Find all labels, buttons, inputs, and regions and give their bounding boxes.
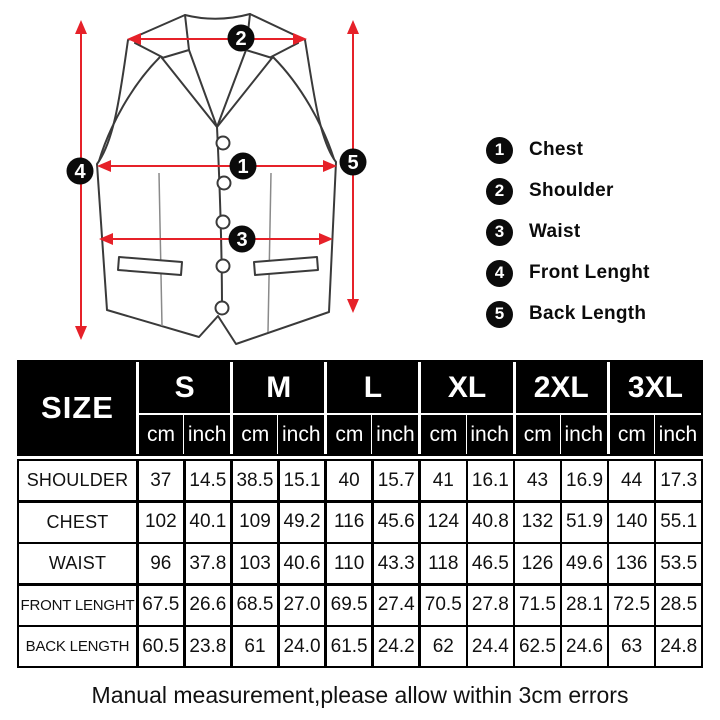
unit-inch-3xl: inch bbox=[654, 413, 701, 454]
svg-text:4: 4 bbox=[74, 161, 86, 183]
table-cell: 72.5 bbox=[609, 586, 654, 625]
table-cell: 46.5 bbox=[468, 544, 513, 583]
legend-item-chest bbox=[486, 136, 650, 164]
size-col-s: S bbox=[136, 362, 230, 413]
legend-label-waist: Waist bbox=[529, 221, 581, 242]
vest-outline bbox=[97, 14, 336, 344]
size-table bbox=[17, 360, 703, 668]
table-cell: 118 bbox=[421, 544, 466, 583]
table-cell: 61.5 bbox=[327, 627, 372, 666]
table-cell: 28.5 bbox=[656, 586, 701, 625]
table-cell: 24.4 bbox=[468, 627, 513, 666]
table-cell: 62 bbox=[421, 627, 466, 666]
table-cell: 27.4 bbox=[374, 586, 419, 625]
size-corner-cell: SIZE bbox=[41, 390, 114, 425]
table-cell: 70.5 bbox=[421, 586, 466, 625]
size-col-3xl: 3XL bbox=[607, 362, 701, 413]
svg-text:1: 1 bbox=[237, 156, 249, 178]
table-cell: 27.0 bbox=[280, 586, 325, 625]
legend-label-shoulder: Shoulder bbox=[529, 180, 614, 201]
table-cell: 55.1 bbox=[656, 503, 701, 542]
row-label-chest: CHEST bbox=[19, 503, 136, 542]
size-col-xl: XL bbox=[418, 362, 512, 413]
measurement-note: Manual measurement,please allow within 3cm errors bbox=[91, 682, 629, 708]
legend-label-front-length: Front Lenght bbox=[529, 262, 650, 283]
row-label-back-length: BACK LENGTH bbox=[19, 627, 136, 666]
svg-text:3: 3 bbox=[236, 229, 248, 251]
badge-back-length bbox=[340, 149, 367, 176]
table-cell: 26.6 bbox=[186, 586, 231, 625]
unit-inch-s: inch bbox=[183, 413, 230, 454]
table-cell: 53.5 bbox=[656, 544, 701, 583]
vest-diagram bbox=[48, 0, 384, 358]
table-cell: 40.1 bbox=[186, 503, 231, 542]
unit-cm-s: cm bbox=[136, 413, 183, 454]
table-cell: 41 bbox=[421, 461, 466, 500]
table-cell: 38.5 bbox=[233, 461, 278, 500]
table-cell: 14.5 bbox=[186, 461, 231, 500]
table-cell: 23.8 bbox=[186, 627, 231, 666]
badge-waist bbox=[229, 226, 256, 253]
table-cell: 15.1 bbox=[280, 461, 325, 500]
legend-badge-3: 3 bbox=[486, 219, 513, 246]
row-label-waist: WAIST bbox=[19, 544, 136, 583]
unit-cm-3xl: cm bbox=[607, 413, 654, 454]
row-label-front-length: FRONT LENGHT bbox=[19, 586, 136, 625]
table-cell: 51.9 bbox=[562, 503, 607, 542]
table-cell: 37.8 bbox=[186, 544, 231, 583]
table-cell: 96 bbox=[139, 544, 184, 583]
table-cell: 69.5 bbox=[327, 586, 372, 625]
table-cell: 124 bbox=[421, 503, 466, 542]
table-cell: 45.6 bbox=[374, 503, 419, 542]
table-cell: 28.1 bbox=[562, 586, 607, 625]
size-table-header bbox=[17, 360, 703, 456]
table-cell: 63 bbox=[609, 627, 654, 666]
table-cell: 62.5 bbox=[515, 627, 560, 666]
legend-item-back-length bbox=[486, 300, 650, 328]
table-cell: 40 bbox=[327, 461, 372, 500]
table-cell: 16.9 bbox=[562, 461, 607, 500]
table-cell: 49.6 bbox=[562, 544, 607, 583]
legend-label-back-length: Back Length bbox=[529, 303, 647, 324]
unit-cm-l: cm bbox=[324, 413, 371, 454]
table-cell: 102 bbox=[139, 503, 184, 542]
legend-item-shoulder bbox=[486, 177, 650, 205]
svg-text:5: 5 bbox=[347, 152, 359, 174]
table-cell: 16.1 bbox=[468, 461, 513, 500]
measurement-legend bbox=[486, 136, 650, 328]
table-cell: 109 bbox=[233, 503, 278, 542]
unit-inch-l: inch bbox=[371, 413, 418, 454]
legend-badge-4: 4 bbox=[486, 260, 513, 287]
unit-inch-xl: inch bbox=[466, 413, 513, 454]
table-cell: 43 bbox=[515, 461, 560, 500]
table-cell: 27.8 bbox=[468, 586, 513, 625]
table-cell: 71.5 bbox=[515, 586, 560, 625]
table-cell: 116 bbox=[327, 503, 372, 542]
table-cell: 37 bbox=[139, 461, 184, 500]
table-cell: 67.5 bbox=[139, 586, 184, 625]
table-cell: 140 bbox=[609, 503, 654, 542]
legend-item-front-length bbox=[486, 259, 650, 287]
table-cell: 43.3 bbox=[374, 544, 419, 583]
table-cell: 136 bbox=[609, 544, 654, 583]
table-cell: 24.0 bbox=[280, 627, 325, 666]
table-cell: 40.6 bbox=[280, 544, 325, 583]
unit-cm-xl: cm bbox=[418, 413, 465, 454]
table-cell: 110 bbox=[327, 544, 372, 583]
table-cell: 24.2 bbox=[374, 627, 419, 666]
row-label-shoulder: SHOULDER bbox=[19, 461, 136, 500]
table-cell: 132 bbox=[515, 503, 560, 542]
legend-item-waist bbox=[486, 218, 650, 246]
unit-inch-m: inch bbox=[277, 413, 324, 454]
table-cell: 40.8 bbox=[468, 503, 513, 542]
legend-badge-2: 2 bbox=[486, 178, 513, 205]
size-col-2xl: 2XL bbox=[513, 362, 607, 413]
table-cell: 103 bbox=[233, 544, 278, 583]
unit-inch-2xl: inch bbox=[560, 413, 607, 454]
table-cell: 17.3 bbox=[656, 461, 701, 500]
badge-shoulder bbox=[228, 25, 255, 52]
table-cell: 24.6 bbox=[562, 627, 607, 666]
badge-chest bbox=[230, 153, 257, 180]
legend-label-chest: Chest bbox=[529, 139, 584, 160]
table-cell: 60.5 bbox=[139, 627, 184, 666]
table-cell: 126 bbox=[515, 544, 560, 583]
table-cell: 61 bbox=[233, 627, 278, 666]
size-col-m: M bbox=[230, 362, 324, 413]
legend-badge-1: 1 bbox=[486, 137, 513, 164]
table-cell: 44 bbox=[609, 461, 654, 500]
legend-badge-5: 5 bbox=[486, 301, 513, 328]
table-cell: 15.7 bbox=[374, 461, 419, 500]
svg-text:2: 2 bbox=[235, 28, 247, 50]
size-col-l: L bbox=[324, 362, 418, 413]
size-table-body bbox=[17, 459, 703, 668]
unit-cm-2xl: cm bbox=[513, 413, 560, 454]
table-cell: 68.5 bbox=[233, 586, 278, 625]
unit-cm-m: cm bbox=[230, 413, 277, 454]
table-cell: 49.2 bbox=[280, 503, 325, 542]
table-cell: 24.8 bbox=[656, 627, 701, 666]
badge-front-length bbox=[67, 158, 94, 185]
